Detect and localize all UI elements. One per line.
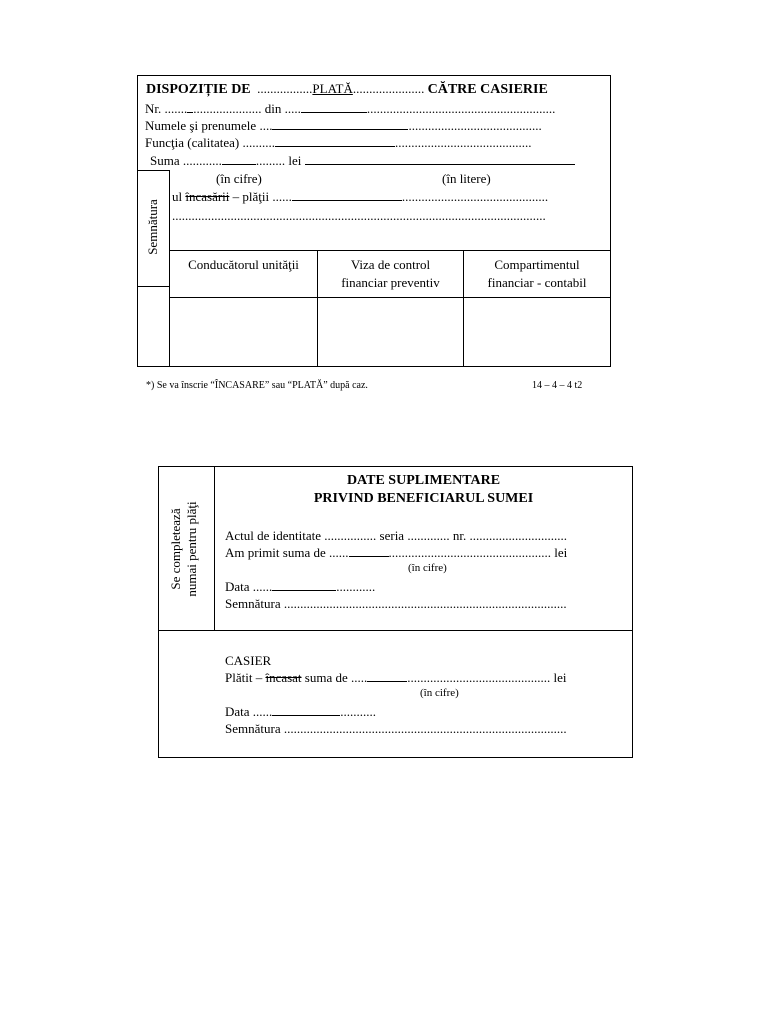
id-label: Actul de identitate: [225, 528, 322, 543]
heading-beneficiary: PRIVIND BENEFICIARUL SUMEI: [313, 491, 534, 506]
payments-only-vertical-label: [168, 484, 202, 614]
id-number-label: nr.: [452, 528, 467, 543]
purpose-row: ul încasării – plăţii ...... .............................................: [172, 189, 549, 204]
function-label: Funcţia (calitatea): [145, 135, 240, 150]
amount-words-field[interactable]: [305, 153, 575, 165]
paid-strike: încasat: [265, 670, 302, 685]
date-field-2[interactable]: [272, 579, 336, 591]
cashier-date-field[interactable]: [272, 704, 340, 716]
paid-suffix: suma de: [304, 670, 348, 685]
header-financial-control-line1: Viza de control: [350, 257, 431, 272]
footnote: *) Se va înscrie “ÎNCASARE” sau “PLATĂ” după caz.: [146, 380, 368, 391]
header-financial-control-line2: financiar preventiv: [341, 275, 440, 290]
name-field[interactable]: [272, 118, 408, 130]
amount-digits-field[interactable]: [222, 153, 256, 165]
beneficiary-signature-row: Semnătura .......................................................................................: [225, 596, 567, 611]
series-label: seria: [379, 528, 405, 543]
purpose-continuation[interactable]: ...................................................................................................................: [172, 208, 546, 223]
received-in-cifre: (în cifre): [408, 562, 447, 574]
received-label: Am primit suma de: [225, 545, 326, 560]
cashier-signature-row: Semnătura .......................................................................................: [225, 721, 567, 736]
purpose-strike: încasării: [185, 189, 230, 204]
cashier-label: CASIER: [225, 653, 272, 668]
heading-supplementary: DATE SUPLIMENTARE: [346, 473, 501, 488]
form-title-type: PLATĂ: [312, 81, 353, 96]
beneficiary-signature-label: Semnătura: [225, 596, 281, 611]
amount-row: Suma ............ ......... lei: [150, 153, 575, 169]
cashier-date-row: Data ...... ...........: [225, 704, 377, 719]
signature-vertical-label: Semnătura: [145, 199, 160, 255]
signature-column-bottom: [137, 286, 170, 287]
form-title-right: CĂTRE CASIERIE: [427, 82, 548, 97]
function-field[interactable]: [275, 135, 395, 147]
date-label: Data: [225, 579, 250, 594]
date-field[interactable]: [301, 101, 367, 113]
paid-prefix: Plătit –: [225, 670, 263, 685]
number-row: Nr. ....... ..................... din ..... ..........................................................: [145, 101, 556, 116]
paid-lei-label: lei: [553, 670, 567, 685]
lei-label: lei: [288, 153, 302, 168]
id-row: Actul de identitate ................ seria ............. nr. ..............................: [225, 528, 567, 543]
name-label: Numele şi prenumele: [145, 118, 257, 133]
nr-label: Nr.: [145, 101, 162, 116]
received-row: Am primit suma de ...... .................................................. lei: [225, 545, 568, 560]
form-title-row: DISPOZIȚIE DE .................PLATĂ...................... CĂTRE CASIERIE: [146, 81, 548, 97]
cashier-signature-label: Semnătura: [225, 721, 281, 736]
header-unit-manager: Conducătorul unităţii: [188, 257, 299, 272]
signature-cell-manager[interactable]: [170, 298, 317, 366]
received-amount-field[interactable]: [349, 545, 389, 557]
cashier-section-divider: [158, 630, 633, 631]
amount-label: Suma: [150, 153, 180, 168]
paid-amount-field[interactable]: [367, 670, 407, 682]
header-accounting-dept: [464, 257, 610, 291]
function-row: Funcţia (calitatea) .......... ..........................................: [145, 135, 532, 150]
date-row: Data ...... ............: [225, 579, 376, 594]
header-accounting-dept-line2: financiar - contabil: [487, 275, 587, 290]
paid-in-cifre: (în cifre): [420, 687, 459, 699]
header-accounting-dept-line1: Compartimentul: [494, 257, 580, 272]
cashier-date-label: Data: [225, 704, 250, 719]
received-lei-label: lei: [554, 545, 568, 560]
form-title-left: DISPOZIȚIE DE: [146, 82, 251, 97]
payments-only-line2: numai pentru plăţi: [184, 501, 199, 597]
payments-only-line1: Se completează: [168, 508, 183, 590]
table-top-line: [169, 250, 611, 251]
header-financial-control: [318, 257, 463, 291]
purpose-suffix: – plăţii: [232, 189, 270, 204]
signature-cell-accounting[interactable]: [464, 298, 610, 366]
form-code: 14 – 4 – 4 t2: [532, 380, 583, 391]
purpose-field[interactable]: [292, 189, 402, 201]
din-label: din: [264, 101, 282, 116]
paid-row: Plătit – încasat suma de ..... ............................................ lei: [225, 670, 567, 685]
signature-column-top: [137, 170, 170, 171]
name-row: Numele şi prenumele .... .........................................: [145, 118, 542, 133]
signature-cell-control[interactable]: [318, 298, 463, 366]
purpose-prefix: ul: [172, 189, 183, 204]
in-litere-caption: (în litere): [442, 171, 491, 186]
in-cifre-caption: (în cifre): [216, 171, 262, 186]
